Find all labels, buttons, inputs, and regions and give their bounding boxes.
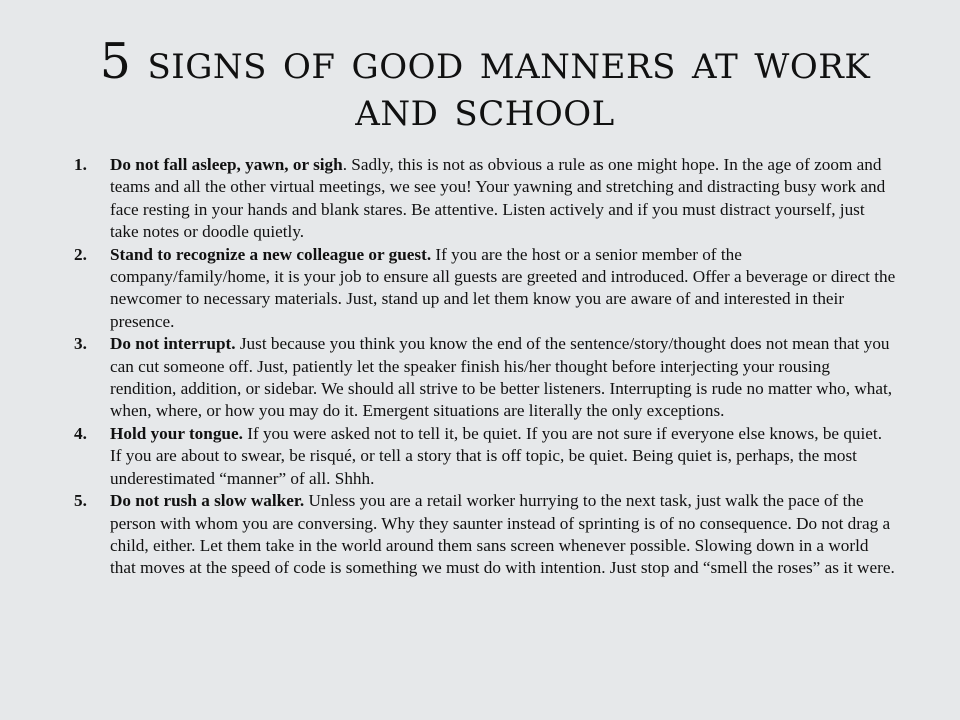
slide-title: 5 signs of good manners at work and school [99, 33, 871, 137]
item-body: Just because you think you know the end of the sentence/story/thought does not mean that you can cut someone off. Just, patiently let the speaker finish his/her thought before interjecting your rousing rendition, addition, or sidebar. We should all strive to be better listeners. Interrupting is rude no matter who, what, when, where, or how you may do it. Emergent situations are literally the only exceptions. [110, 334, 893, 421]
list-item [74, 154, 896, 244]
list-item [74, 423, 896, 490]
item-heading: Stand to recognize a new colleague or guest. [110, 244, 432, 264]
item-body: If you are the host or a senior member of the company/family/home, it is your job to ensure all guests are greeted and introduced. Offer a beverage or direct the newcomer to necessary materials. Just, stand up and let them know you are aware of and interested in their presence. [110, 244, 896, 331]
item-body: If you were asked not to tell it, be quiet. If you are not sure if everyone else knows, be quiet. If you are about to swear, be risqué, or tell a story that is off topic, be quiet. Being quiet is, perhaps, the most underestimated “manner” of all. Shhh. [110, 423, 883, 488]
item-number: 2. [74, 244, 87, 264]
manners-list [74, 154, 896, 580]
item-number: 4. [74, 423, 87, 443]
list-item [74, 490, 896, 580]
item-number: 1. [74, 155, 87, 174]
item-body: . Sadly, this is not as obvious a rule as one might hope. In the age of zoom and teams and all the other virtual meetings, we see you! Your yawning and stretching and distracting busy work and face resting in your hands and blank stares. Be attentive. Listen actively and if you must distract yourself, just take notes or doodle quietly. [110, 155, 886, 242]
list-item [74, 244, 896, 334]
list-item [74, 333, 896, 423]
item-number: 3. [74, 334, 87, 354]
item-heading: Do not interrupt. [110, 334, 236, 354]
item-body: Unless you are a retail worker hurrying to the next task, just walk the pace of the person with whom you are conversing. Why they saunter instead of sprinting is of no consequence. Do not drag a child, either. Let them take in the world around them sans screen whenever possible. Slowing down in a world that moves at the speed of code is something we must do with intention. Just stop and “smell the roses” as it were. [110, 491, 895, 578]
item-heading: Do not fall asleep, yawn, or sigh [110, 155, 343, 174]
item-number: 5. [74, 491, 87, 511]
item-heading: Do not rush a slow walker. [110, 491, 305, 511]
item-heading: Hold your tongue. [110, 423, 243, 443]
